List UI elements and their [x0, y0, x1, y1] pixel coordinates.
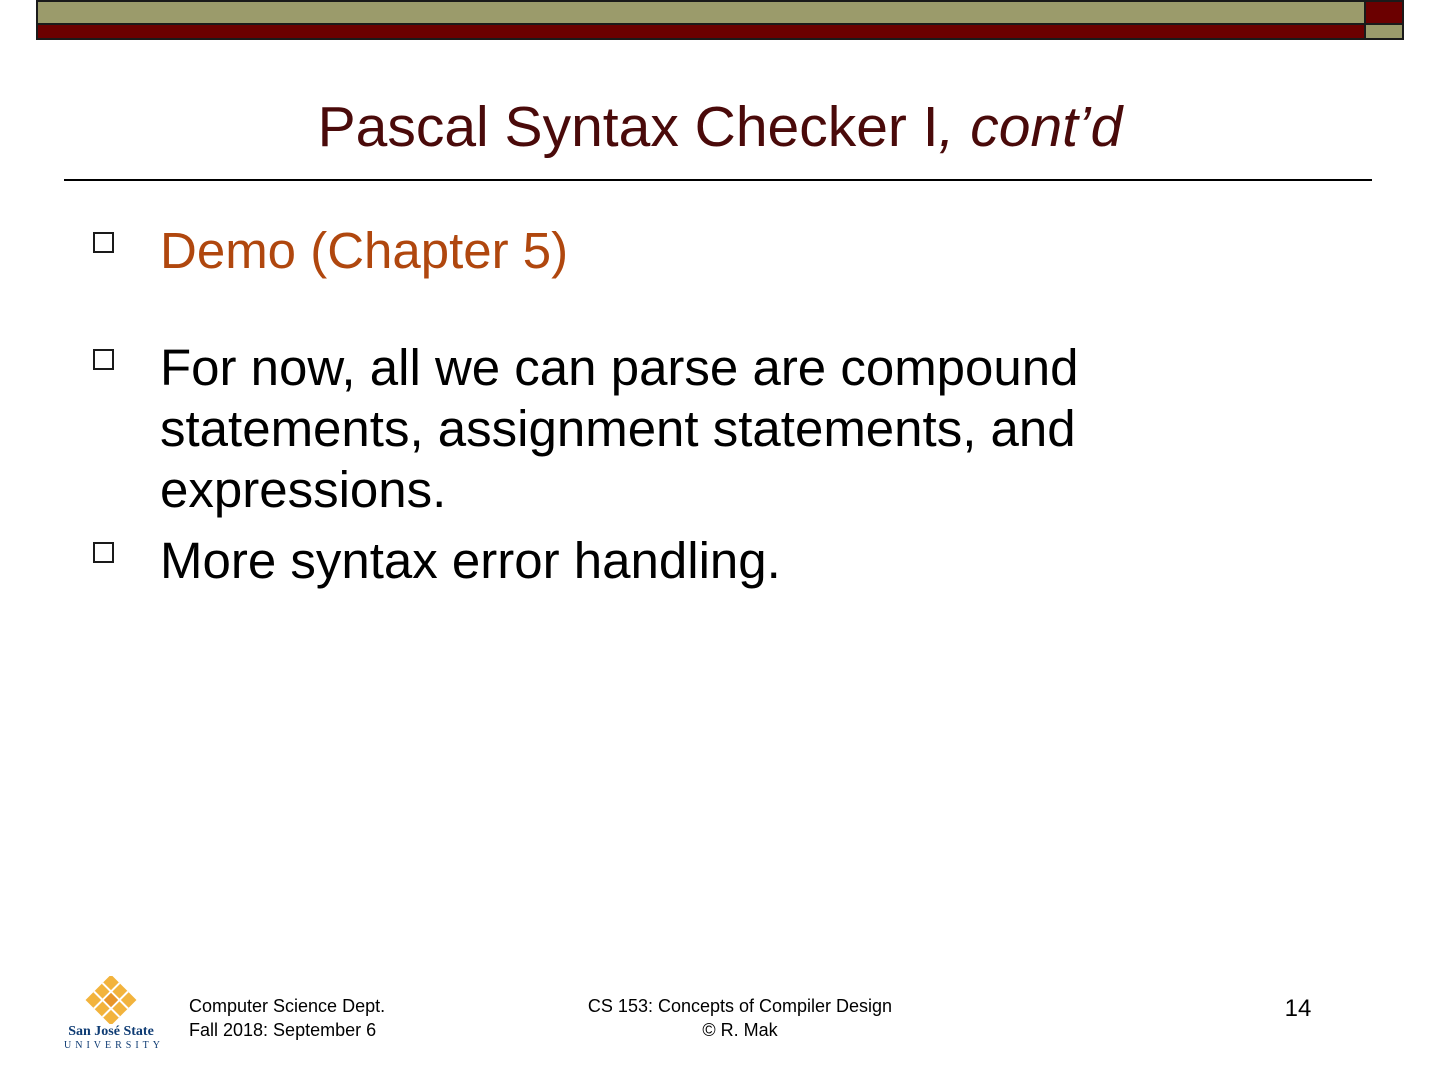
slide-title-italic: , cont’d — [938, 95, 1123, 159]
bullet-text: Demo (Chapter 5) — [160, 222, 569, 279]
footer-department: Computer Science Dept. — [189, 996, 386, 1016]
header-square-maroon — [1366, 0, 1404, 25]
header-bar-maroon — [36, 25, 1366, 40]
slide-title-main: Pascal Syntax Checker I — [317, 95, 939, 159]
footer-left — [189, 994, 385, 1042]
footer-course: CS 153: Concepts of Compiler Design — [587, 996, 893, 1016]
header-bar-olive — [36, 0, 1366, 25]
footer-center — [540, 994, 940, 1042]
header-square-olive — [1366, 25, 1404, 40]
square-bullet-icon — [93, 232, 114, 253]
title-underline — [64, 179, 1372, 181]
logo-subtitle: UNIVERSITY — [64, 1040, 164, 1051]
footer-author: © R. Mak — [702, 1020, 778, 1040]
logo-name: San José State — [68, 1024, 154, 1039]
footer-date: Fall 2018: September 6 — [189, 1020, 377, 1040]
bullet-text: For now, all we can parse are compound statements, assignment statements, and expressions. — [160, 339, 1079, 518]
bullet-text: More syntax error handling. — [160, 532, 781, 589]
sjsu-emblem-icon — [64, 976, 158, 1024]
sjsu-logo — [64, 976, 164, 1056]
square-bullet-icon — [93, 542, 114, 563]
slide-title — [0, 92, 1440, 162]
square-bullet-icon — [93, 349, 114, 370]
page-number: 14 — [1284, 995, 1312, 1022]
